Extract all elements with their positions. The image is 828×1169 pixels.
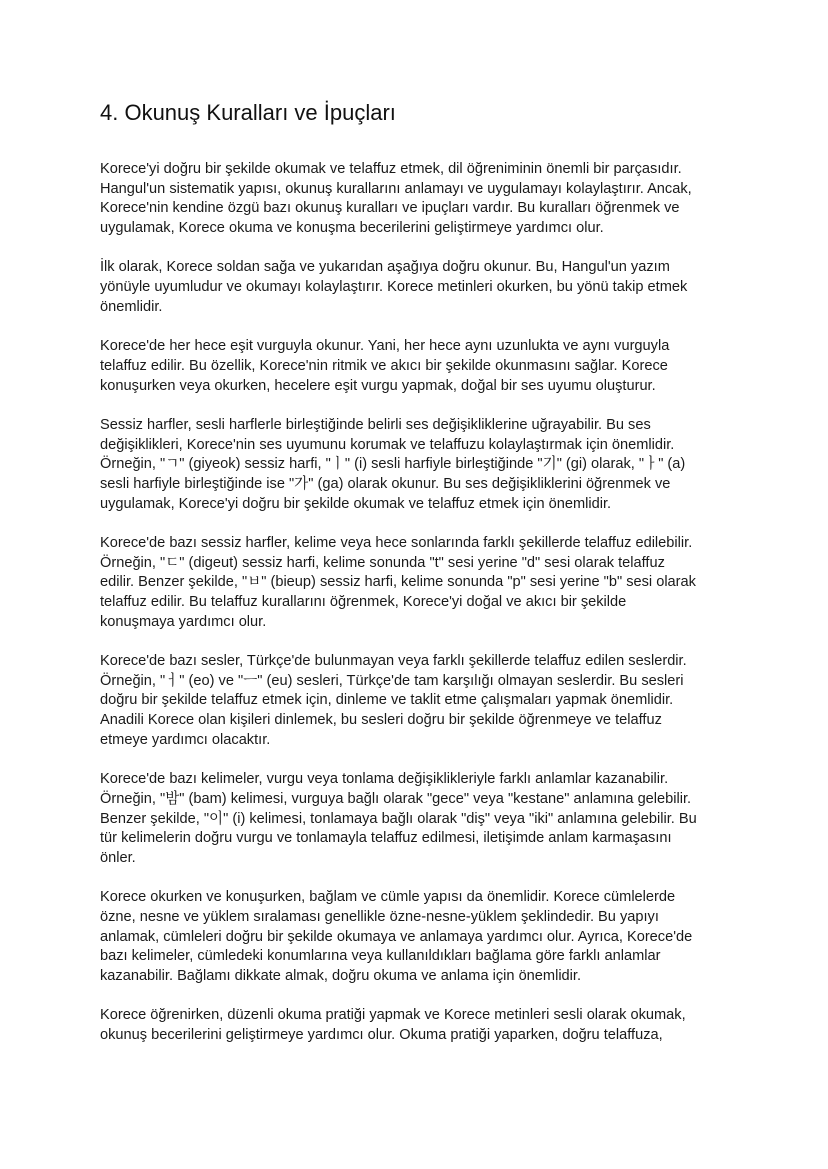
text-line: Sessiz harfler, sesli harflerle birleştiğinde belirli ses değişikliklerine uğrayabilir. Bu ses [100,416,651,433]
paragraph [100,258,740,317]
text-line: Korece'nin kendine özgü bazı okunuş kuralları ve ipuçları vardır. Bu kuralları öğrenmek ve [100,200,680,217]
paragraph [100,888,740,987]
paragraph [100,770,740,869]
text-line: Benzer şekilde, "이" (i) kelimesi, tonlamaya bağlı olarak "diş" veya "iki" anlamına gelebilir. Bu [100,810,697,827]
text-line: Korece'de bazı sessiz harfler, kelime veya hece sonlarında farklı şekillerde telaffuz edilebilir. [100,534,693,551]
text-line: okunuş becerilerini geliştirmeye yardımcı olur. Okuma pratiği yaparken, doğru telaffuza, [100,1027,663,1044]
text-line: uygulamak, Korece okuma ve konuşma becerilerini geliştirmeye yardımcı olur. [100,220,604,237]
text-line: telaffuz edilir. Bu özellik, Korece'nin ritmik ve akıcı bir şekilde okunmasını sağlar. Korece [100,357,668,374]
page-title: 4. Okunuş Kuralları ve İpuçları [100,100,396,125]
text-line: konuşurken veya okurken, hecelere eşit vurgu yapmak, doğal bir ses uyumu oluşturur. [100,377,656,394]
text-line: Korece okurken ve konuşurken, bağlam ve cümle yapısı da önemlidir. Korece cümlelerde [100,889,676,906]
text-line: Anadili Korece olan kişileri dinlemek, bu sesleri doğru bir şekilde öğrenmeye ve telaffuz [100,712,662,729]
paragraph [100,160,740,239]
paragraph [100,337,740,396]
text-line: etmeye yardımcı olacaktır. [100,731,271,748]
text-line: Örneğin, "ㄷ" (digeut) sessiz harfi, kelime sonunda "t" sesi yerine "d" sesi olarak telaffuz [100,554,665,571]
text-line: Örneğin, "ㅓ" (eo) ve "ㅡ" (eu) sesleri, Türkçe'de tam karşılığı olmayan seslerdir. Bu sesleri [100,672,684,689]
text-line: telaffuz edilir. Bu telaffuz kurallarını öğrenmek, Korece'yi doğal ve akıcı bir şekilde [100,594,627,611]
text-line: Hangul'un sistematik yapısı, okunuş kurallarını anlamayı ve uygulamayı kolaylaştırır. Ancak, [100,180,692,197]
text-line: İlk olarak, Korece soldan sağa ve yukarıdan aşağıya doğru okunur. Bu, Hangul'un yazım [100,259,670,276]
text-line: değişiklikleri, Korece'nin ses uyumunu korumak ve telaffuzu kolaylaştırmak için önemlidir. [100,436,675,453]
text-line: konuşmaya yardımcı olur. [100,613,267,630]
text-line: anlamak, cümleleri doğru bir şekilde okumaya ve anlamaya yardımcı olur. Ayrıca, Korece'de [100,928,693,945]
text-line: Korece'de bazı kelimeler, vurgu veya tonlama değişiklikleriyle farklı anlamlar kazanabilir. [100,771,669,788]
text-line: doğru bir şekilde telaffuz etmek için, dinleme ve taklit etme çalışmaları yapmak önemlidir. [100,692,674,709]
text-line: Korece'de bazı sesler, Türkçe'de bulunmayan veya farklı şekillerde telaffuz edilen seslerdir. [100,653,687,670]
paragraph [100,416,740,515]
paragraph [100,534,740,633]
paragraph [100,1006,740,1045]
text-line: sesli harfiyle birleştiğinde ise "가" (ga) olarak okunur. Bu ses değişikliklerini öğrenmek ve [100,475,671,492]
text-line: uygulamak, Korece'yi doğru bir şekilde okumak ve telaffuz etmek için önemlidir. [100,495,612,512]
paragraph [100,652,740,751]
document-body [100,160,740,1065]
text-line: Örneğin, "밤" (bam) kelimesi, vurguya bağlı olarak "gece" veya "kestane" anlamına gelebilir. [100,790,692,807]
text-line: özne, nesne ve yüklem sıralaması genellikle özne-nesne-yüklem şeklindedir. Bu yapıyı [100,908,659,925]
text-line: yönüyle uyumludur ve okumayı kolaylaştırır. Korece metinleri okurken, bu yönü takip etmek [100,279,688,296]
text-line: Korece'de her hece eşit vurguyla okunur. Yani, her hece aynı uzunlukta ve aynı vurguyla [100,338,670,355]
text-line: tür kelimelerin doğru vurgu ve tonlamayla telaffuz edilmesi, iletişimde anlam karmaşasını [100,830,672,847]
text-line: Korece'yi doğru bir şekilde okumak ve telaffuz etmek, dil öğreniminin önemli bir parçasıdır. [100,161,682,177]
text-line: Korece öğrenirken, düzenli okuma pratiği yapmak ve Korece metinleri sesli olarak okumak, [100,1007,686,1024]
text-line: önemlidir. [100,298,163,315]
text-line: edilir. Benzer şekilde, "ㅂ" (bieup) sessiz harfi, kelime sonunda "p" sesi yerine "b" sesi olarak [100,574,696,591]
text-line: önler. [100,849,136,866]
text-line: Örneğin, "ㄱ" (giyeok) sessiz harfi, "ㅣ" (i) sesli harfiyle birleştiğinde "기" (gi) olarak, "ㅏ" (a) [100,456,686,473]
text-line: kazanabilir. Bağlamı dikkate almak, doğru okuma ve anlama için önemlidir. [100,968,582,985]
text-line: bazı kelimeler, cümledeki konumlarına veya kullanıldıkları bağlama göre farklı anlamlar [100,948,661,965]
